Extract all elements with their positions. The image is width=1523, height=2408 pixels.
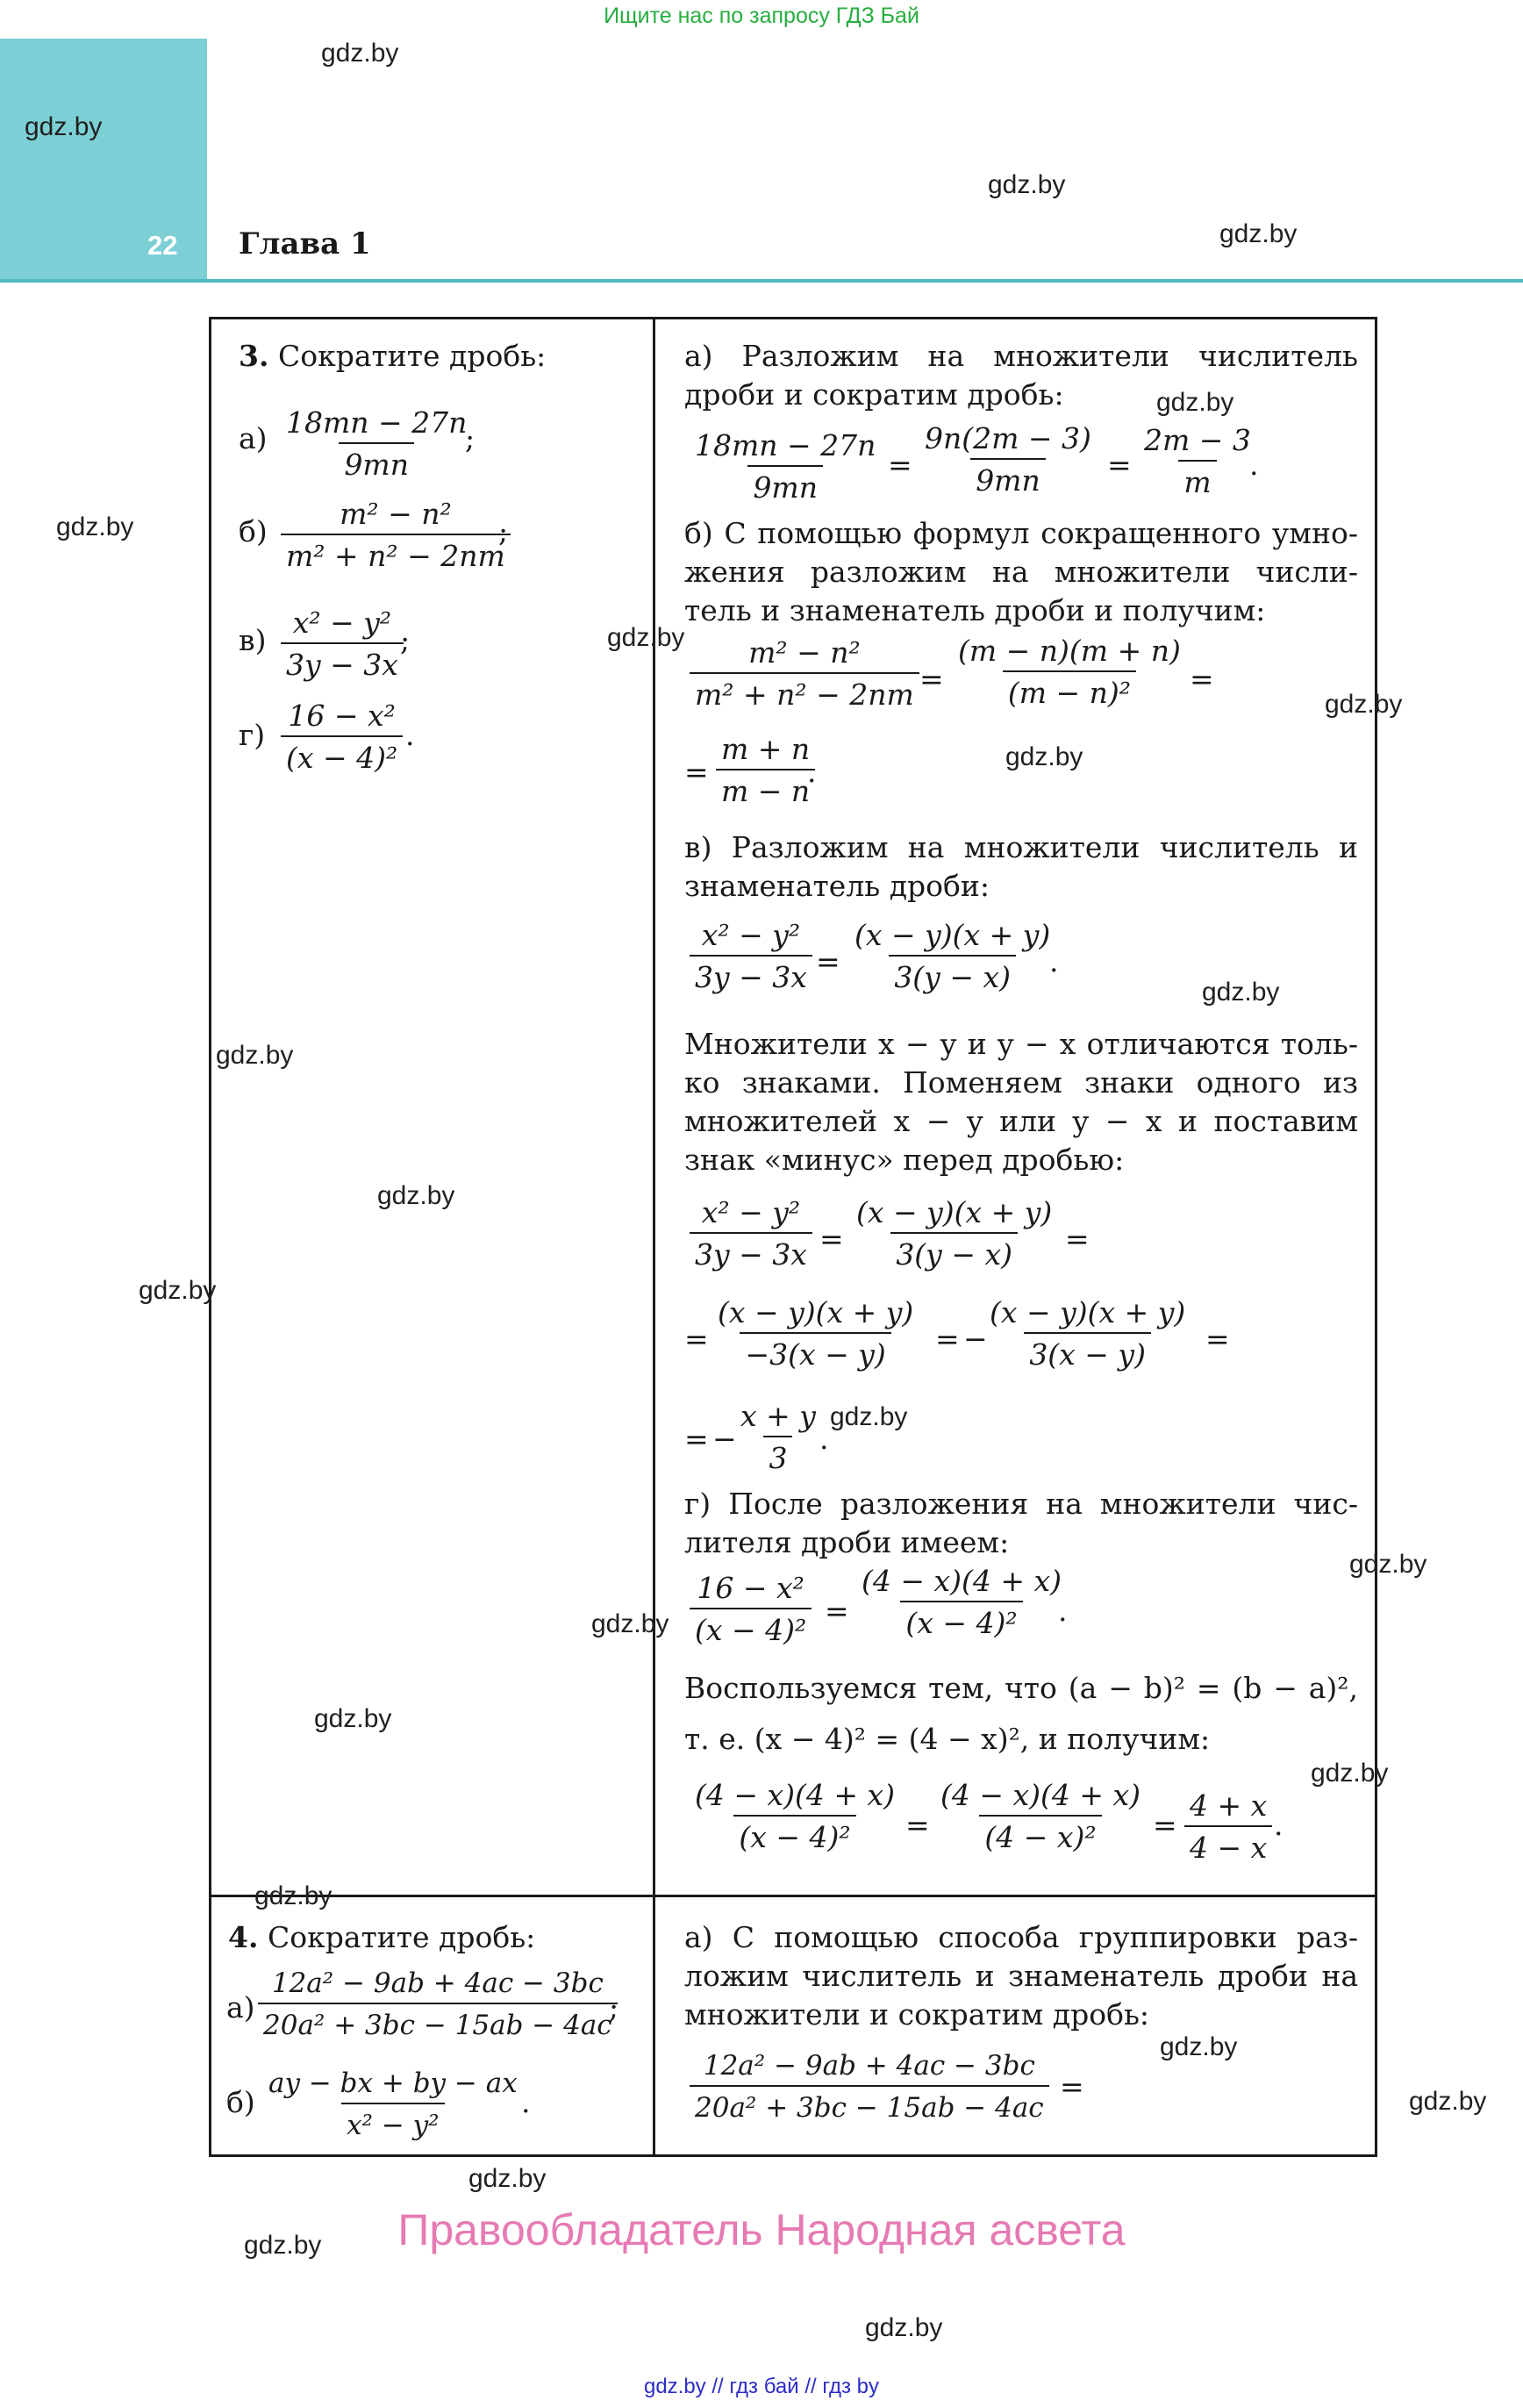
watermark: gdz.by (988, 170, 1066, 199)
eq-sign: = (816, 944, 840, 978)
eq-sign: = (825, 1594, 849, 1628)
eq-sign: = (684, 1422, 709, 1456)
solution-c-text2-line3: множителей x − y или y − x и поставим (684, 1104, 1358, 1138)
minus-sign: − (963, 1322, 988, 1356)
watermark: gdz.by (1005, 742, 1083, 771)
task3-item-b-fraction: $\frac{\text{m² − n²}}{\text{m² + n² − 2nm}}$ (281, 497, 511, 574)
dot: . (807, 755, 817, 789)
watermark: gdz.by (1409, 2087, 1487, 2116)
watermark: gdz.by (139, 1276, 217, 1305)
watermark: gdz.by (468, 2164, 547, 2193)
solution-b-frac2: $\frac{(m - n)(m + n)}{\text{(m − n)²}}$ (958, 634, 1181, 710)
task3-item-d-end: . (405, 718, 415, 752)
solution-d-text2-line2: т. е. (x − 4)² = (4 − x)², и получим: (684, 1722, 1211, 1756)
watermark: gdz.by (1202, 978, 1280, 1007)
watermark: gdz.by (254, 1881, 332, 1910)
watermark: gdz.by (830, 1402, 908, 1431)
header-divider (0, 279, 1523, 283)
eq-sign: = (1065, 1222, 1090, 1256)
page-number: 22 (147, 230, 178, 261)
task3-item-c-fraction: $\frac{\text{x² − y²}}{3y - 3x}$ (281, 606, 404, 683)
solution-a-frac3: $\frac{2m - 3}{m}$ (1144, 423, 1251, 499)
solution-b-line3: тель и знаменатель дроби и получим: (684, 593, 1266, 627)
eq-sign: = (935, 1322, 960, 1356)
solution-b-frac3: $\frac{m + n}{m - n}$ (716, 732, 815, 809)
task4-item-b-end: . (521, 2085, 531, 2119)
solution-c2-frac5: $\frac{x + y}{3}$ (740, 1399, 816, 1475)
solution-c2-frac2: $\frac{(x - y)(x + y)}{3(y - x)}$ (856, 1195, 1053, 1272)
watermark: gdz.by (607, 623, 685, 652)
watermark: gdz.by (321, 39, 399, 68)
watermark: gdz.by (1325, 690, 1403, 719)
chapter-title: Глава 1 (239, 226, 371, 262)
eq-sign: = (905, 1808, 930, 1842)
task3-heading: 3. Сократите дробь: (239, 339, 547, 373)
solution-d-line2: лителя дроби имеем: (684, 1525, 1010, 1559)
copyright-notice: Правообладатель Народная асвета (397, 2205, 1126, 2254)
solution-a-line2: дроби и сократим дробь: (684, 377, 1064, 412)
eq-sign: = (1153, 1808, 1177, 1842)
dot: . (1249, 448, 1259, 482)
solution-a-frac1: $\frac{18mn - 27n}{9mn}$ (695, 428, 876, 505)
solution-d2-frac1: $\frac{(4 - x)(4 + x)}{\text{(x − 4)²}}$ (695, 1778, 895, 1854)
eq-sign: = (919, 662, 944, 696)
dot: . (1058, 1594, 1068, 1628)
task3-item-b-end: ; (498, 514, 509, 548)
task4-solution-frac1: $\frac{\text{12a² − 9ab + 4ac − 3bc}}{\text{20a² + 3bc − 15ab − 4ac}}$ (690, 2048, 1049, 2125)
watermark: gdz.by (314, 1704, 392, 1733)
solution-b-frac1: $\frac{\text{m² − n²}}{\text{m² + n² − 2nm}}$ (690, 635, 919, 713)
watermark: gdz.by (1311, 1759, 1389, 1788)
task3-item-a-end: ; (465, 421, 475, 455)
solution-d-text2-line1: Воспользуемся тем, что (a − b)² = (b − a)², (684, 1671, 1358, 1705)
solution-d-frac1: $\frac{\text{16 − x²}}{\text{(x − 4)²}}$ (690, 1571, 812, 1648)
solution-d-line1: г) После разложения на множители чис- (684, 1487, 1358, 1521)
solution-d2-frac2: $\frac{(4 - x)(4 + x)}{\text{(4 − x)²}}$ (940, 1778, 1140, 1854)
task3-item-d-fraction: $\frac{\text{16 − x²}}{\text{(x − 4)²}}$ (281, 699, 403, 776)
task3-item-b-label: б) (239, 514, 268, 548)
task4-item-b-label: б) (226, 2085, 255, 2119)
watermark: gdz.by (377, 1181, 455, 1210)
solution-c-frac2: $\frac{(x - y)(x + y)}{3(y - x)}$ (854, 918, 1051, 994)
solution-b-line1: б) С помощью формул сокращенного умно- (684, 516, 1358, 550)
task3-item-d-label: г) (239, 718, 266, 752)
eq-sign: = (684, 755, 709, 789)
eq-sign: = (1060, 2069, 1084, 2103)
dot: . (819, 1422, 829, 1456)
dot: . (1274, 1808, 1283, 1842)
task4-item-a-fraction: $\frac{\text{12a² − 9ab + 4ac − 3bc}}{\text{20a² + 3bc − 15ab − 4ac}}$ (258, 1966, 618, 2043)
task4-solution-line1: а) С помощью способа группировки раз- (684, 1920, 1358, 1954)
solution-c2-frac3: $\frac{(x - y)(x + y)}{-3(x - y)}$ (718, 1295, 914, 1372)
solution-c2-frac1: $\frac{\text{x² − y²}}{3y - 3x}$ (690, 1195, 812, 1272)
solution-d2-frac3: $\frac{4 + x}{4 - x}$ (1184, 1788, 1272, 1866)
watermark: gdz.by (56, 512, 134, 541)
watermark: gdz.by (25, 112, 103, 141)
task3-item-c-end: ; (400, 623, 411, 657)
eq-sign: = (888, 448, 912, 482)
solution-d-frac2: $\frac{(4 - x)(4 + x)}{\text{(x − 4)²}}$ (862, 1564, 1062, 1640)
watermark: gdz.by (591, 1609, 669, 1638)
eq-sign: = (1190, 662, 1214, 696)
task4-solution-line3: множители и сократим дробь: (684, 1997, 1150, 2032)
table-column-divider (653, 317, 655, 2157)
task3-item-a-fraction: $\frac{18mn - 27n}{9mn}$ (286, 405, 468, 482)
solution-a-line1: а) Разложим на множители числитель (684, 339, 1358, 373)
watermark: gdz.by (244, 2231, 322, 2260)
task4-item-b-fraction: $\frac{ay - bx + by - ax}{\text{x² − y²}}$ (268, 2068, 518, 2141)
solution-c-line2: знаменатель дроби: (684, 869, 990, 903)
task3-item-c-label: в) (239, 623, 267, 657)
dot: . (1049, 944, 1059, 978)
solution-c-line1: в) Разложим на множители числитель и (684, 830, 1358, 864)
eq-sign: = (1107, 448, 1132, 482)
watermark: gdz.by (1219, 219, 1298, 248)
search-banner: Ищите нас по запросу ГДЗ Бай (604, 4, 919, 28)
solution-c-text2-line4: знак «минус» перед дробью: (684, 1143, 1125, 1177)
eq-sign: = (1205, 1322, 1230, 1356)
task4-solution-line2: ложим числитель и знаменатель дроби на (684, 1959, 1358, 1993)
task3-item-a-label: а) (239, 421, 268, 455)
watermark: gdz.by (1156, 388, 1234, 417)
task4-item-a-label: а) (226, 1990, 255, 2025)
solution-a-frac2: $\frac{9n(2m - 3)}{9mn}$ (925, 421, 1091, 498)
minus-sign: − (712, 1422, 737, 1456)
watermark: gdz.by (865, 2313, 943, 2342)
task4-item-a-end: ; (609, 1990, 619, 2025)
eq-sign: = (684, 1322, 709, 1356)
solution-c2-frac4: $\frac{(x - y)(x + y)}{3(x - y)}$ (990, 1295, 1186, 1372)
watermark: gdz.by (216, 1041, 294, 1070)
table-row-divider (209, 1895, 1377, 1897)
solution-c-frac1: $\frac{\text{x² − y²}}{3y - 3x}$ (690, 918, 812, 995)
eq-sign: = (819, 1222, 844, 1256)
solution-b-line2: жения разложим на множители числи- (684, 555, 1358, 589)
solution-c-text2-line1: Множители x − y и y − x отличаются толь- (684, 1027, 1358, 1061)
footer-links[interactable]: gdz.by // гдз бай // гдз by (643, 2375, 880, 2398)
watermark: gdz.by (1349, 1550, 1427, 1579)
solution-c-text2-line2: ко знаками. Поменяем знаки одного из (684, 1065, 1358, 1100)
watermark: gdz.by (1160, 2032, 1238, 2061)
task4-heading: 4. Сократите дробь: (228, 1920, 536, 1954)
